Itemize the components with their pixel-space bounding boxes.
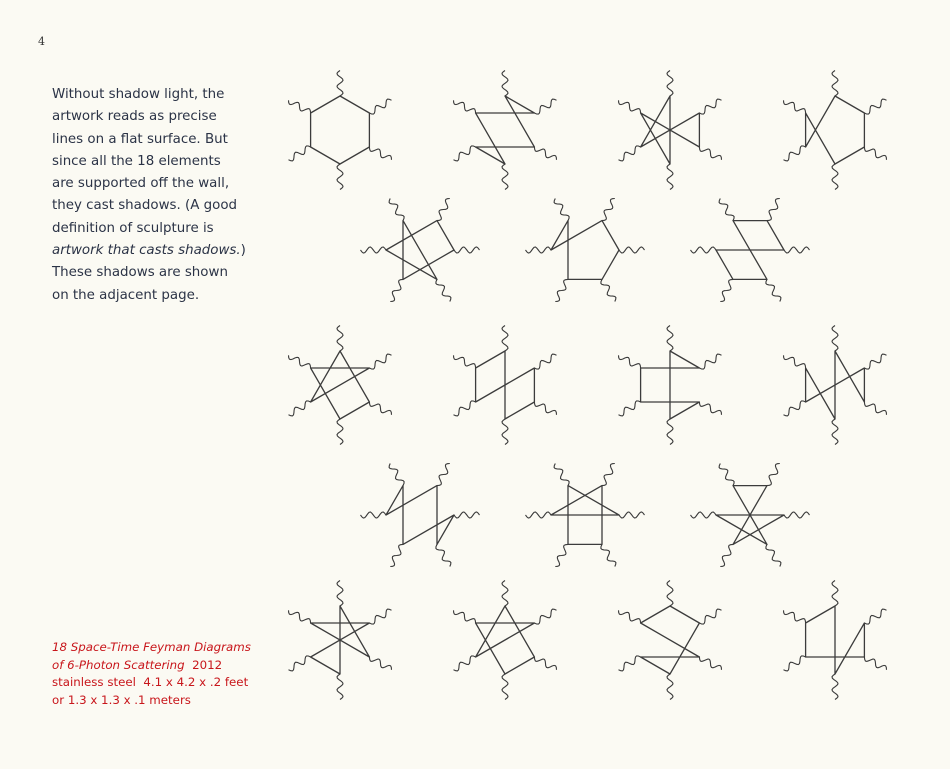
- electron-loop: [716, 221, 784, 280]
- photon-line: [526, 512, 552, 518]
- photon-line: [667, 71, 673, 97]
- photon-line: [436, 279, 451, 301]
- photon-line: [534, 609, 556, 624]
- electron-loop: [311, 606, 370, 674]
- photon-line: [602, 464, 615, 486]
- photon-line: [534, 147, 556, 160]
- photon-line: [699, 657, 721, 670]
- feynman-diagram: [289, 326, 392, 445]
- photon-line: [619, 610, 641, 623]
- photon-line: [369, 354, 391, 369]
- photon-line: [289, 355, 311, 368]
- artwork-photo: [270, 60, 935, 720]
- photon-line: [699, 609, 721, 624]
- photon-line: [454, 512, 480, 518]
- feynman-diagram: [784, 581, 887, 700]
- feynman-diagram: [619, 71, 722, 190]
- photon-line: [766, 544, 781, 566]
- photon-line: [767, 199, 780, 221]
- photon-line: [719, 199, 734, 221]
- photon-line: [289, 656, 311, 671]
- photon-line: [691, 512, 717, 518]
- photon-line: [766, 279, 781, 301]
- photon-line: [699, 354, 721, 369]
- electron-loop: [806, 606, 865, 674]
- photon-line: [454, 355, 476, 368]
- electron-loop: [641, 606, 700, 674]
- photon-line: [289, 100, 311, 113]
- photon-line: [864, 402, 886, 415]
- photon-line: [601, 544, 616, 566]
- photon-line: [337, 581, 343, 607]
- photon-line: [555, 279, 568, 301]
- body-line: since all the 18 elements: [52, 153, 221, 169]
- photon-line: [526, 247, 552, 253]
- body-line-italic: artwork that casts shadows.: [52, 243, 241, 259]
- photon-line: [784, 247, 810, 253]
- photon-line: [667, 419, 673, 445]
- photon-line: [832, 326, 838, 352]
- photon-line: [502, 164, 508, 190]
- photon-line: [784, 610, 806, 623]
- feynman-diagram: [289, 581, 392, 700]
- photon-line: [784, 146, 806, 161]
- photon-line: [864, 99, 886, 114]
- photon-line: [720, 544, 733, 566]
- feynman-diagram: [454, 71, 557, 190]
- photon-line: [667, 581, 673, 607]
- photon-line: [337, 419, 343, 445]
- photon-line: [699, 402, 721, 415]
- photon-line: [502, 326, 508, 352]
- photon-line: [832, 71, 838, 97]
- photon-line: [534, 99, 556, 114]
- photon-line: [502, 71, 508, 97]
- photon-line: [289, 610, 311, 623]
- body-line-suffix: ): [240, 243, 246, 259]
- page-number: 4: [38, 35, 45, 48]
- photon-line: [667, 326, 673, 352]
- photon-line: [719, 464, 734, 486]
- feynman-diagram-artwork: [270, 60, 935, 720]
- electron-loop: [476, 606, 535, 674]
- photon-line: [454, 656, 476, 671]
- body-line: artwork reads as precise: [52, 109, 217, 125]
- photon-line: [369, 402, 391, 415]
- feynman-diagram: [361, 199, 480, 302]
- feynman-diagram: [619, 581, 722, 700]
- electron-loop: [386, 486, 454, 545]
- caption-dims-meters: or 1.3 x 1.3 x .1 meters: [52, 692, 191, 707]
- electron-loop: [311, 351, 370, 419]
- electron-loop: [641, 351, 700, 419]
- photon-line: [337, 71, 343, 97]
- feynman-diagram: [526, 464, 645, 567]
- photon-line: [832, 164, 838, 190]
- photon-line: [454, 100, 476, 113]
- photon-line: [534, 657, 556, 670]
- photon-line: [699, 147, 721, 160]
- electron-loop: [716, 486, 784, 545]
- photon-line: [601, 279, 616, 301]
- photon-line: [691, 247, 717, 253]
- photon-line: [554, 464, 569, 486]
- photon-line: [864, 657, 886, 670]
- photon-line: [619, 355, 641, 368]
- electron-loop: [551, 221, 619, 280]
- electron-loop: [806, 351, 865, 419]
- photon-line: [369, 99, 391, 114]
- photon-line: [337, 674, 343, 700]
- photon-line: [619, 512, 645, 518]
- photon-line: [337, 326, 343, 352]
- photon-line: [784, 100, 806, 113]
- photon-line: [361, 247, 387, 253]
- photon-line: [369, 609, 391, 624]
- photon-line: [454, 401, 476, 416]
- body-line: These shadows are shown: [52, 265, 228, 281]
- photon-line: [864, 609, 886, 624]
- photon-line: [619, 146, 641, 161]
- photon-line: [289, 146, 311, 161]
- body-line: lines on a flat surface. But: [52, 131, 228, 147]
- feynman-diagram: [289, 71, 392, 190]
- caption-title-line1: 18 Space-Time Feyman Diagrams: [52, 640, 251, 654]
- body-line: on the adjacent page.: [52, 287, 200, 303]
- caption-dims-feet: 4.1 x 4.2 x .2 feet: [143, 675, 249, 689]
- body-line: are supported off the wall,: [52, 176, 230, 192]
- caption-title-line2: of 6-Photon Scattering: [52, 657, 185, 672]
- photon-line: [389, 464, 404, 486]
- photon-line: [602, 199, 615, 221]
- photon-line: [534, 402, 556, 415]
- photon-line: [619, 656, 641, 671]
- feynman-diagram: [361, 464, 480, 567]
- feynman-diagram: [691, 464, 810, 567]
- photon-line: [784, 401, 806, 416]
- feynman-diagram: [691, 199, 810, 302]
- photon-line: [619, 100, 641, 113]
- photon-line: [389, 199, 404, 221]
- photon-line: [437, 199, 450, 221]
- photon-line: [767, 464, 780, 486]
- photon-line: [619, 247, 645, 253]
- photon-line: [667, 164, 673, 190]
- photon-line: [667, 674, 673, 700]
- electron-loop: [641, 96, 700, 164]
- body-line: they cast shadows. (A good: [52, 198, 238, 214]
- photon-line: [619, 401, 641, 416]
- electron-loop: [476, 96, 535, 164]
- electron-loop: [806, 96, 865, 164]
- photon-line: [454, 247, 480, 253]
- photon-line: [699, 99, 721, 114]
- feynman-diagram: [784, 326, 887, 445]
- photon-line: [289, 401, 311, 416]
- feynman-diagram: [619, 326, 722, 445]
- photon-line: [436, 544, 451, 566]
- photon-line: [784, 355, 806, 368]
- feynman-diagram: [526, 199, 645, 302]
- photon-line: [454, 146, 476, 161]
- artwork-caption: [52, 639, 272, 709]
- photon-line: [832, 419, 838, 445]
- caption-material: stainless steel: [52, 675, 136, 689]
- photon-line: [369, 147, 391, 160]
- photon-line: [784, 512, 810, 518]
- body-line: Without shadow light, the: [52, 87, 225, 102]
- photon-line: [437, 464, 450, 486]
- caption-year: 2012: [192, 657, 223, 672]
- photon-line: [502, 419, 508, 445]
- photon-line: [390, 279, 403, 301]
- photon-line: [784, 656, 806, 671]
- photon-line: [502, 581, 508, 607]
- body-line: definition of sculpture is: [52, 220, 214, 236]
- photon-line: [454, 610, 476, 623]
- photon-line: [390, 544, 403, 566]
- photon-line: [832, 674, 838, 700]
- photon-line: [337, 164, 343, 190]
- body-text: [52, 84, 252, 307]
- electron-loop: [311, 96, 370, 164]
- feynman-diagram: [454, 581, 557, 700]
- photon-line: [720, 279, 733, 301]
- feynman-diagram: [784, 71, 887, 190]
- photon-line: [555, 544, 568, 566]
- photon-line: [534, 354, 556, 369]
- photon-line: [864, 147, 886, 160]
- photon-line: [502, 674, 508, 700]
- feynman-diagram: [454, 326, 557, 445]
- photon-line: [554, 199, 569, 221]
- photon-line: [832, 581, 838, 607]
- photon-line: [361, 512, 387, 518]
- electron-loop: [476, 351, 535, 419]
- photon-line: [864, 354, 886, 369]
- photon-line: [369, 657, 391, 670]
- electron-loop: [386, 221, 454, 280]
- electron-loop: [551, 486, 619, 545]
